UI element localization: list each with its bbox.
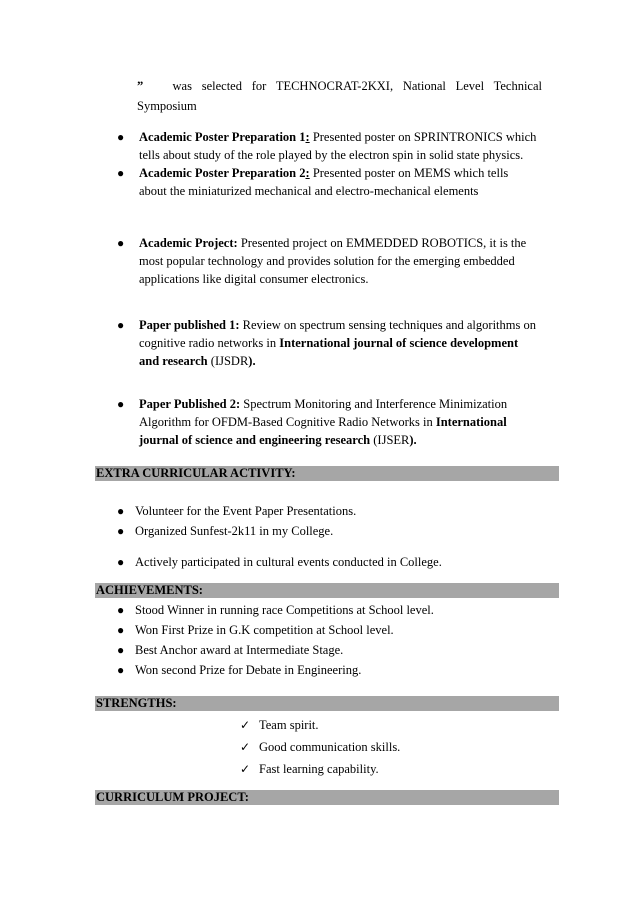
list-item: ● Won second Prize for Debate in Engineering. <box>117 663 362 677</box>
paper-list-2 <box>0 395 539 449</box>
paper-list-1 <box>0 316 539 370</box>
bullet-icon: ● <box>117 643 125 657</box>
item-title: Academic Poster Preparation 2: <box>139 166 310 180</box>
journal-abbr: IJSER <box>377 433 410 447</box>
bullet-icon: ● <box>117 504 125 518</box>
academic-list <box>0 128 539 200</box>
item-title: Paper published 1: <box>139 318 240 332</box>
list-item: ● Paper published 1: Review on spectrum sensing techniques and algorithms on cognitive radio networks in International journal of science development and research (IJSDR). <box>117 318 536 368</box>
check-icon: ✓ <box>240 762 251 776</box>
journal-abbr: IJSDR <box>214 354 249 368</box>
academic-project-list <box>0 234 539 288</box>
bullet-icon: ● <box>117 130 125 144</box>
item-title: Academic Poster Preparation 1: <box>139 130 310 144</box>
list-item: ✓ Fast learning capability. <box>0 758 400 780</box>
check-icon: ✓ <box>240 740 251 754</box>
technocrat-continuation <box>137 76 542 116</box>
section-header-extra-curricular: EXTRA CURRICULAR ACTIVITY: <box>95 466 559 481</box>
section-header-achievements: ACHIEVEMENTS: <box>95 583 559 598</box>
bullet-icon: ● <box>117 166 125 180</box>
achievements-list <box>0 601 535 679</box>
list-item: ● Won First Prize in G.K competition at School level. <box>117 623 394 637</box>
list-item: ● Paper Published 2: Spectrum Monitoring and Interference Minimization Algorithm for OFDM-Based Cognitive Radio Networks in International journal of science and engineering research (IJSER). <box>117 397 508 447</box>
section-header-curriculum-project: CURRICULUM PROJECT: <box>95 790 559 805</box>
item-title: Paper Published 2: <box>139 397 241 411</box>
list-item <box>0 128 539 164</box>
list-item <box>0 164 539 200</box>
list-item: ● Stood Winner in running race Competitions at School level. <box>117 603 434 617</box>
item-text: Presented project on EMMEDDED ROBOTICS, it is the most popular technology and provides solution for the emerging embedded applications like digital consumer electronics. <box>139 236 527 286</box>
list-item: ● Best Anchor award at Intermediate Stage. <box>117 643 344 657</box>
journal-name: International journal of science development and research <box>139 336 519 368</box>
journal-name: International journal of science and engineering research <box>139 415 507 447</box>
bullet-icon: ● <box>117 663 125 677</box>
list-item: ✓ Good communication skills. <box>0 736 400 758</box>
intro-text: was selected for TECHNOCRAT-2KXI, National Level Technical <box>172 79 542 93</box>
strengths-list <box>0 714 400 780</box>
list-item: ✓ Team spirit. <box>0 714 400 736</box>
item-text: Review on spectrum sensing techniques and algorithms on cognitive radio networks in <box>139 318 536 350</box>
bullet-icon: ● <box>117 623 125 637</box>
section-header-strengths: STRENGTHS: <box>95 696 559 711</box>
bullet-icon: ● <box>117 318 125 332</box>
intro-line-1 <box>137 76 542 96</box>
item-text: Presented poster on MEMS which tells about the miniaturized mechanical and electro-mechanical elements <box>139 166 509 198</box>
item-text: Presented poster on SPRINTRONICS which tells about study of the role played by the electron spin in solid state physics. <box>139 130 537 162</box>
extra-curricular-list <box>0 502 535 540</box>
closing-quote: ” <box>137 79 144 93</box>
list-item: ● Volunteer for the Event Paper Presentations. <box>117 504 357 518</box>
list-item: ● Organized Sunfest-2k11 in my College. <box>117 524 334 538</box>
bullet-icon: ● <box>117 236 125 250</box>
list-item: ● Actively participated in cultural events conducted in College. <box>117 555 442 569</box>
intro-line-2: Symposium <box>137 99 197 113</box>
list-item <box>0 234 539 288</box>
item-title: Academic Project: <box>139 236 238 250</box>
item-text: Spectrum Monitoring and Interference Minimization Algorithm for OFDM-Based Cognitive Radio Networks in <box>139 397 508 429</box>
bullet-icon: ● <box>117 603 125 617</box>
check-icon: ✓ <box>240 718 251 732</box>
extra-curricular-list-2 <box>0 553 535 571</box>
bullet-icon: ● <box>117 524 125 538</box>
bullet-icon: ● <box>117 555 125 569</box>
bullet-icon: ● <box>117 397 125 411</box>
